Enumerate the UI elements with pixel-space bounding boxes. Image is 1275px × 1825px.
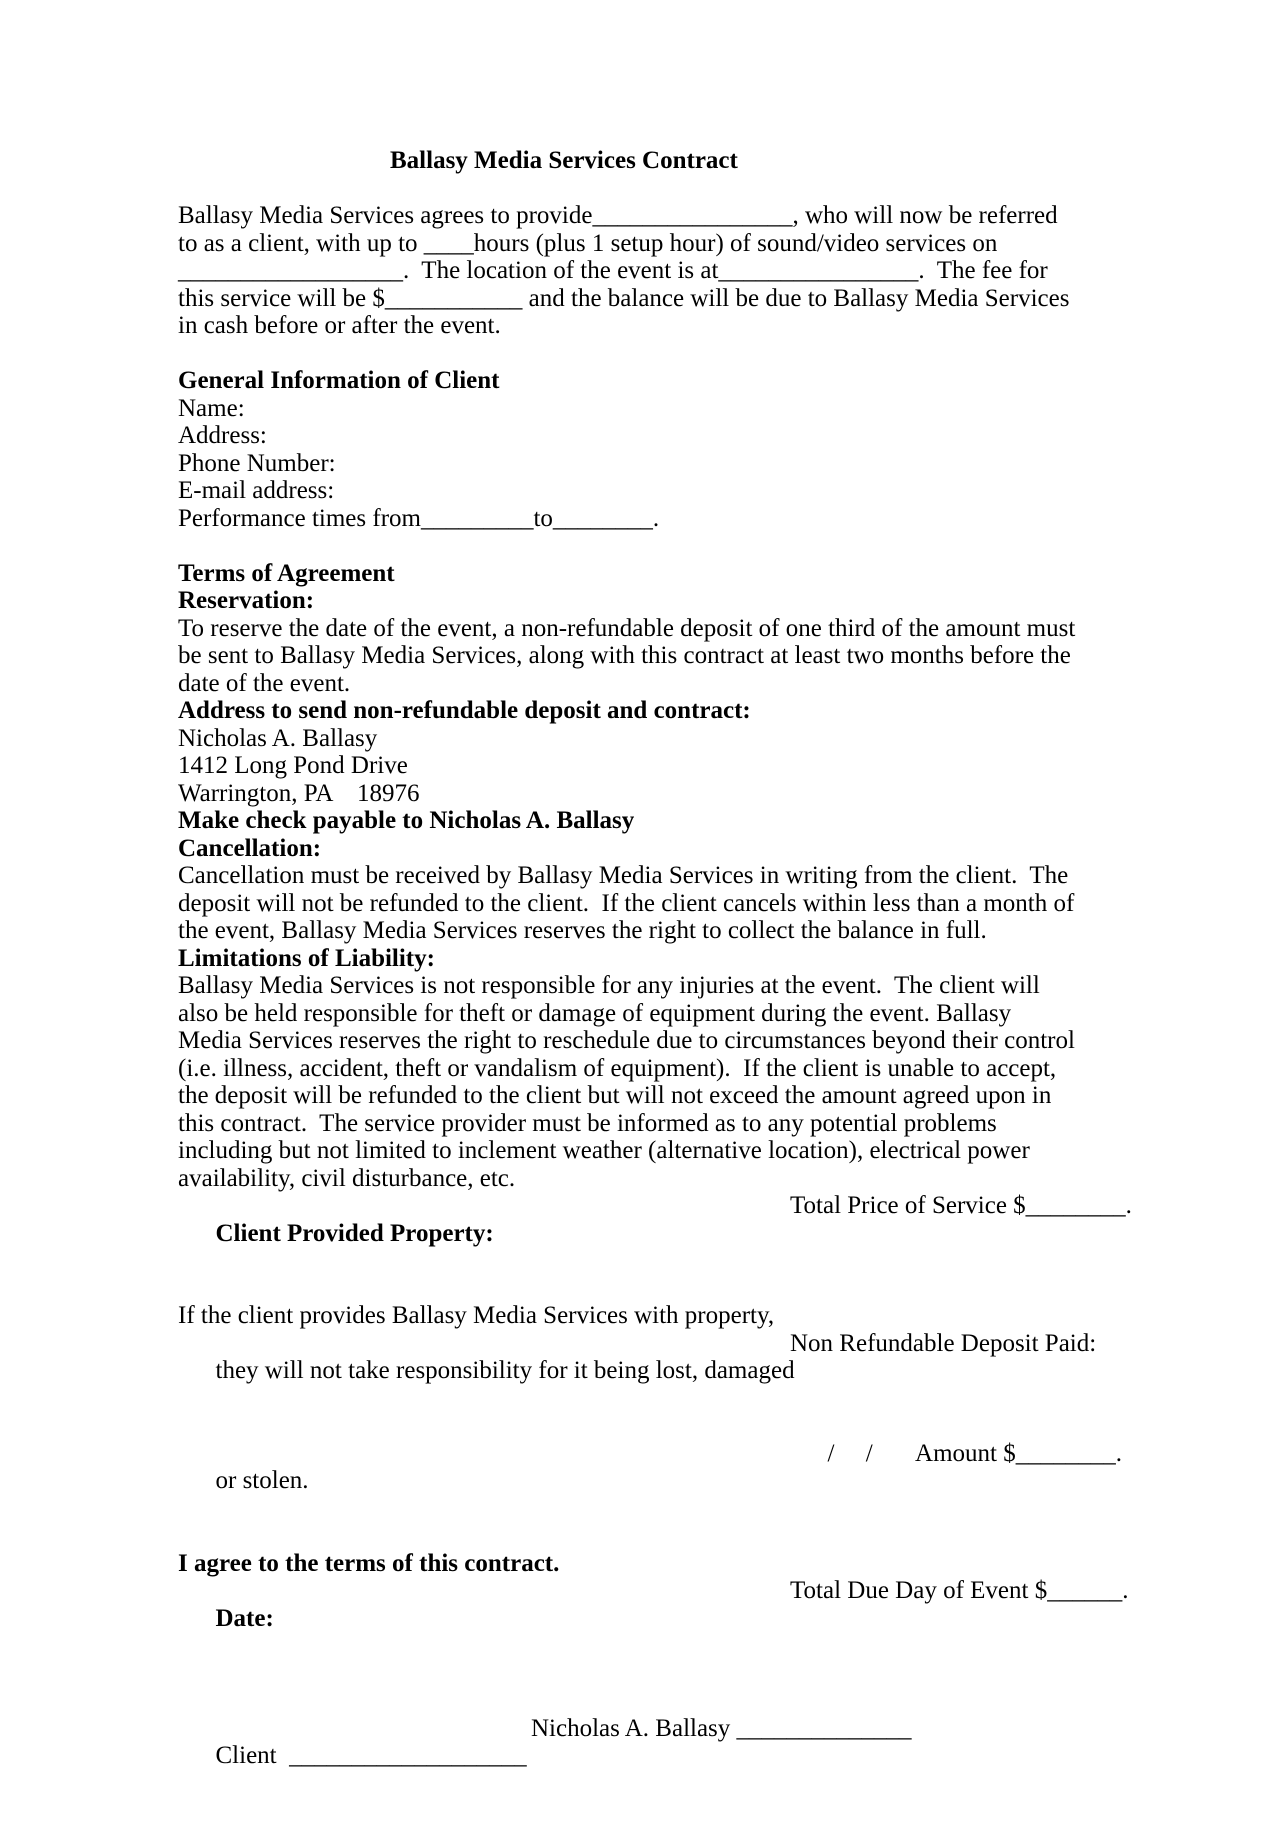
field-email-label: E-mail address:	[178, 477, 335, 504]
contract-content	[178, 147, 1188, 1825]
client-property-line-3: or stolen.	[215, 1467, 309, 1494]
signature-row	[178, 1715, 1188, 1825]
non-refundable-deposit-paid-label: Non Refundable Deposit Paid:	[790, 1329, 1097, 1357]
liability-line-3: Media Services reserves the right to reschedule due to circumstances beyond their control	[178, 1027, 1075, 1054]
spacer	[178, 175, 1188, 203]
reservation-line-3: date of the event.	[178, 669, 351, 697]
liability-line-8: availability, civil disturbance, etc.	[178, 1164, 516, 1192]
agreement-statement: I agree to the terms of this contract.	[178, 1549, 560, 1577]
intro-line-4: this service will be $___________ and the balance will be due to Ballasy Media Services	[178, 284, 1070, 312]
date-label: Date:	[215, 1604, 274, 1632]
heading-terms-of-agreement: Terms of Agreement	[178, 559, 395, 587]
total-due-day-of-event-field: Total Due Day of Event $______.	[790, 1577, 1129, 1604]
date-row	[178, 1577, 1188, 1687]
total-price-of-service-field: Total Price of Service $________.	[790, 1192, 1132, 1219]
heading-deposit-address: Address to send non-refundable deposit and contract:	[178, 697, 751, 724]
heading-client-provided-property: Client Provided Property:	[215, 1219, 494, 1247]
intro-line-2: to as a client, with up to ____hours (plus 1 setup hour) of sound/video services on	[178, 229, 998, 257]
intro-line-1: Ballasy Media Services agrees to provide________________, who will now be referred	[178, 202, 1058, 229]
field-address-label: Address:	[178, 422, 267, 449]
deposit-address-street: 1412 Long Pond Drive	[178, 752, 408, 779]
provider-signature-line: Nicholas A. Ballasy ______________	[531, 1714, 912, 1742]
field-phone-label: Phone Number:	[178, 449, 336, 477]
reservation-line-1: To reserve the date of the event, a non-refundable deposit of one third of the amount must	[178, 614, 1076, 642]
cancellation-line-3: the event, Ballasy Media Services reserves the right to collect the balance in full.	[178, 917, 987, 944]
heading-general-information: General Information of Client	[178, 367, 500, 394]
intro-line-3: __________________. The location of the event is at________________. The fee for	[178, 257, 1048, 284]
reservation-line-2: be sent to Ballasy Media Services, along with this contract at least two months before the	[178, 642, 1071, 669]
client-property-heading-row	[178, 1192, 1188, 1302]
heading-make-check-payable: Make check payable to Nicholas A. Ballasy	[178, 807, 635, 834]
liability-line-2: also be held responsible for theft or damage of equipment during the event. Ballasy	[178, 999, 1012, 1027]
client-property-line-2: they will not take responsibility for it being lost, damaged	[215, 1357, 795, 1384]
spacer	[178, 532, 1188, 560]
intro-line-5: in cash before or after the event.	[178, 312, 501, 339]
deposit-address-name: Nicholas A. Ballasy	[178, 724, 378, 752]
deposit-address-city-state-zip: Warrington, PA 18976	[178, 779, 420, 807]
client-property-line-1: If the client provides Ballasy Media Services with property,	[178, 1302, 775, 1329]
liability-line-5: the deposit will be refunded to the client but will not exceed the amount agreed upon in	[178, 1082, 1052, 1109]
deposit-date-amount-field: / / Amount $________.	[790, 1439, 1122, 1467]
heading-reservation: Reservation:	[178, 587, 315, 614]
field-performance-times: Performance times from_________to________.	[178, 504, 660, 532]
client-property-row-3	[178, 1440, 1188, 1550]
spacer	[178, 1687, 1188, 1715]
client-property-row-2	[178, 1330, 1188, 1440]
document-title: Ballasy Media Services Contract	[390, 147, 738, 174]
liability-line-6: this contract. The service provider must be informed as to any potential problems	[178, 1109, 997, 1137]
liability-line-7: including but not limited to inclement weather (alternative location), electrical power	[178, 1137, 1030, 1164]
field-name-label: Name:	[178, 394, 245, 422]
liability-line-4: (i.e. illness, accident, theft or vandalism of equipment). If the client is unable to accept,	[178, 1054, 1057, 1082]
cancellation-line-2: deposit will not be refunded to the client. If the client cancels within less than a month of	[178, 889, 1075, 917]
liability-line-1: Ballasy Media Services is not responsible for any injuries at the event. The client will	[178, 972, 1040, 999]
spacer	[178, 340, 1188, 368]
heading-limitations-liability: Limitations of Liability:	[178, 944, 435, 972]
client-signature-line: Client ___________________	[215, 1742, 527, 1769]
heading-cancellation: Cancellation:	[178, 834, 322, 862]
cancellation-line-1: Cancellation must be received by Ballasy Media Services in writing from the client. The	[178, 862, 1069, 889]
